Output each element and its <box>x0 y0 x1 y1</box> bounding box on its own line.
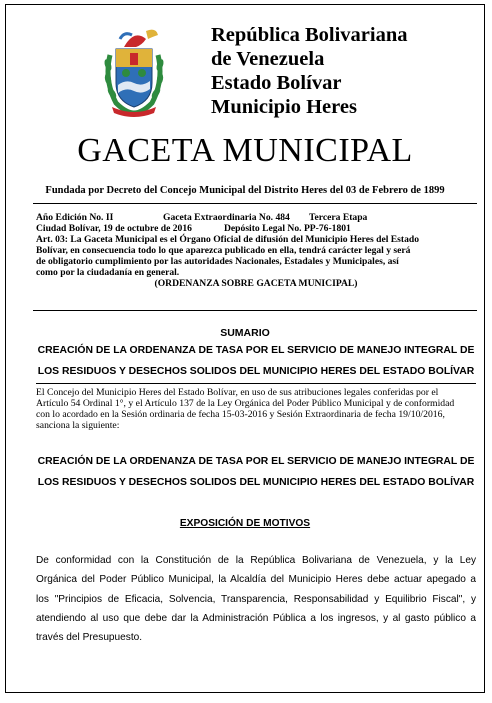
ordinance-title <box>36 451 476 493</box>
summary-title-line: CREACIÓN DE LA ORDENANZA DE TASA POR EL SERVICIO DE MANEJO INTEGRAL DE <box>37 345 475 356</box>
legal-deposit: Depósito Legal No. PP-76-1801 <box>224 223 351 234</box>
header-municipality: Municipio Heres <box>211 96 357 118</box>
page-title: GACETA MUNICIPAL <box>77 132 413 169</box>
header-country: de Venezuela <box>211 48 325 70</box>
etapa: Tercera Etapa <box>309 212 368 223</box>
article-line: de obligatorio cumplimiento por las autoridades Nacionales, Estadales y Municipales, así <box>36 256 399 267</box>
coat-of-arms-icon <box>102 25 166 117</box>
council-preamble <box>36 387 476 431</box>
article-line: Bolívar, en consecuencia todo lo que aparezca publicado en ella, tendrá carácter legal y será <box>36 245 411 256</box>
founding-note: Fundada por Decreto del Concejo Municipal del Distrito Heres del 03 de Febrero de 1899 <box>45 185 445 196</box>
summary-title <box>36 340 476 382</box>
motives-heading: EXPOSICIÓN DE MOTIVOS <box>179 518 311 529</box>
ordinance-title-line: CREACIÓN DE LA ORDENANZA DE TASA POR EL SERVICIO DE MANEJO INTEGRAL DE <box>37 456 475 467</box>
divider <box>33 203 477 204</box>
summary-title-line: LOS RESIDUOS Y DESECHOS SOLIDOS DEL MUNICIPIO HERES DEL ESTADO BOLÍVAR <box>37 366 475 377</box>
divider <box>33 310 477 311</box>
ordenanza-note: (ORDENANZA SOBRE GACETA MUNICIPAL) <box>154 278 358 289</box>
article-line: como por la ciudadanía en general. <box>36 267 180 278</box>
divider <box>36 383 476 384</box>
ordinance-title-line: LOS RESIDUOS Y DESECHOS SOLIDOS DEL MUNICIPIO HERES DEL ESTADO BOLÍVAR <box>37 477 475 488</box>
paragraph-line: Orgánica del Poder Público Municipal, la Alcaldía del Municipio Heres debe actuar apegado a <box>36 574 476 586</box>
city-date: Ciudad Bolívar, 19 de octubre de 2016 <box>36 223 192 234</box>
paragraph-line: los "Principios de Eficacia, Solvencia, Transparencia, Responsabilidad y Equilibrio Fiscal", y <box>36 593 476 605</box>
edition-number: Año Edición No. II <box>36 212 114 223</box>
gaceta-number: Gaceta Extraordinaria No. 484 <box>163 212 290 223</box>
preamble-line: sanciona la siguiente: <box>36 420 120 431</box>
paragraph-line: través del Presupuesto. <box>36 632 143 644</box>
motives-paragraph <box>36 551 476 647</box>
header-block <box>211 23 481 119</box>
article-line: Art. 03: La Gaceta Municipal es el Órgano Oficial de difusión del Municipio Heres del Estado <box>36 234 420 245</box>
paragraph-line: De conformidad con la Constitución de la República Bolivariana de Venezuela, y la Ley <box>36 555 476 566</box>
preamble-line: El Concejo del Municipio Heres del Estado Bolívar, en uso de sus atribuciones legales conferidas por el <box>36 387 439 398</box>
article-03 <box>36 234 476 278</box>
preamble-line: con lo acordado en la Sesión ordinaria de fecha 15-03-2016 y Sesión Extraordinaria de fecha 19/10/2016, <box>36 409 445 420</box>
paragraph-line: atendiendo al uso que debe dar la Administración Pública a los ingresos, y al gasto público a <box>36 612 476 624</box>
preamble-line: Artículo 54 Ordinal 1°, y el Artículo 137 de la Ley Orgánica del Poder Público Municipal y de conformidad <box>36 398 455 409</box>
header-state: Estado Bolívar <box>211 72 342 94</box>
edition-info <box>36 212 476 289</box>
gazette-page <box>5 4 485 693</box>
summary-heading: SUMARIO <box>220 327 270 339</box>
header-republic: República Bolivariana <box>211 24 408 46</box>
